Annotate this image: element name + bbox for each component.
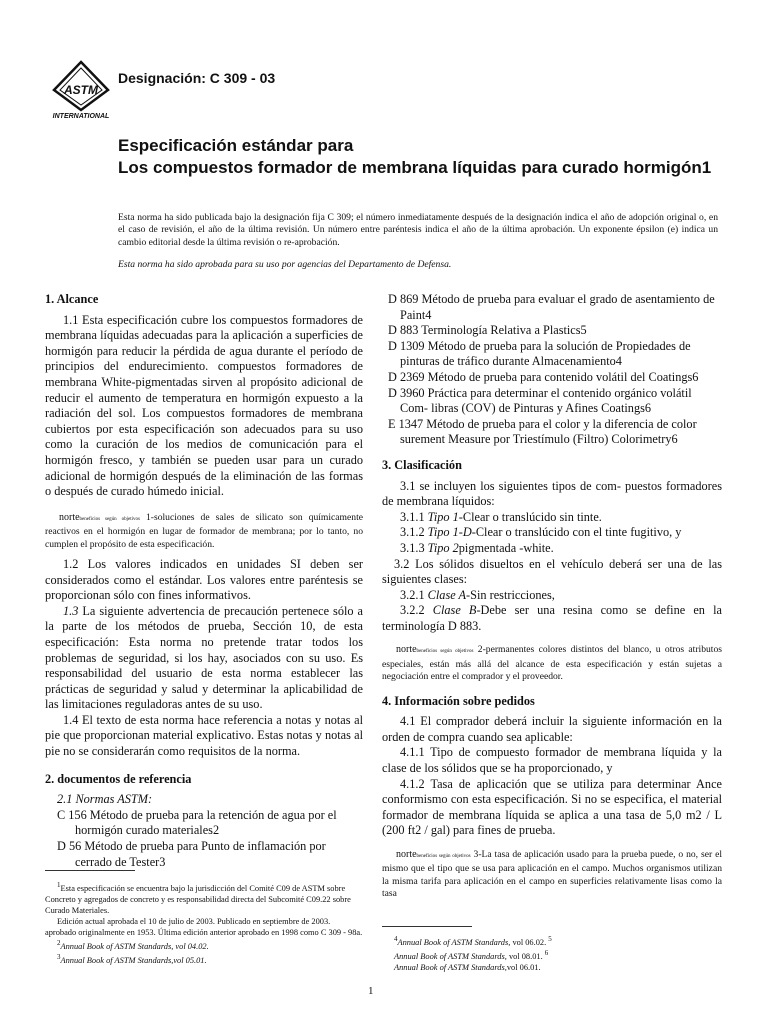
- reference-c156: C 156 Método de prueba para la retención de agua por el hormigón curado materiales2: [57, 807, 337, 838]
- right-column: [382, 292, 722, 901]
- title-line-2: Los compuestos formador de membrana líquidas para curado hormigón1: [118, 158, 712, 177]
- class-a: 3.2.1 Clase A-Sin restricciones,: [400, 587, 555, 602]
- footnote-rule-right: [382, 926, 472, 927]
- para-1-1: 1.1 Esta especificación cubre los compuestos formadores de membrana líquidas adecuadas para la aplicación a superficies de hormigón para reducir la pérdida de agua durante el período de principios del endurecimiento. compuestos formadores de membrana White-pigmentadas sirven al propósito adicional de reducir el aumento de temperatura en hormigón expuesto a la radiación del sol. Los compuestos formadores de membrana cubiertos por esta especificación son adecuados para su uso como la curación de los medios de comunicación para el hormigón fresco, y también se pueden usar para un curado adicional de hormigón después de la eliminación de las formas o después de curado húmedo inicial.: [45, 312, 363, 499]
- para-3-2: 3.2 Los sólidos disueltos en el vehículo deberá ser una de las siguientes clases:: [382, 556, 722, 587]
- approval-note: Esta norma ha sido aprobada para su uso por agencias del Departamento de Defensa.: [118, 259, 452, 270]
- page-number: 1: [368, 985, 374, 997]
- para-4-1-2: 4.1.2 Tasa de aplicación que se utiliza para determinar Ance conformismo con esta especificación. Si no se especifica, el material formador de membrana líquida se aplica a una tasa de 5,0 m2 / L (200 ft2 / gal) para fines de prueba.: [382, 776, 722, 838]
- astm-logo-icon: [50, 60, 112, 120]
- designation: Designación: C 309 - 03: [118, 70, 276, 86]
- section-2-heading: 2. documentos de referencia: [45, 771, 192, 786]
- section-4-heading: 4. Información sobre pedidos: [382, 693, 535, 708]
- footnote-6: Annual Book of ASTM Standards,vol 06.01.: [394, 962, 541, 972]
- left-column: [45, 292, 363, 870]
- type-1: 3.1.1 Tipo 1-Clear o translúcido sin tinte.: [400, 509, 602, 524]
- reference-d869: D 869 Método de prueba para evaluar el grado de asentamiento de Paint4: [388, 292, 715, 322]
- footnotes-right: [382, 934, 722, 973]
- footnote-rule-left: [45, 870, 135, 871]
- footnotes-left: [45, 880, 363, 965]
- section-1-heading: 1. Alcance: [45, 292, 99, 306]
- section-3-heading: 3. Clasificación: [382, 457, 462, 472]
- para-1-2: 1.2 Los valores indicados en unidades SI deben ser considerados como el estándar. Los valores entre paréntesis se proporcionan sólo con fines informativos.: [45, 556, 363, 603]
- reference-d3960: D 3960 Práctica para determinar el contenido orgánico volátil Com- libras (COV) de Pinturas y Afines Coatings6: [388, 385, 692, 416]
- footnote-3: $^3$Annual Book of ASTM Standards,vol 05.01.: [57, 952, 207, 965]
- intro-paragraph: Esta norma ha sido publicada bajo la designación fija C 309; el número inmediatamente después de la designación indica el año de adopción original o, en el caso de revisión, el año de la última revisión. Un número entre paréntesis indica el año de la última aprobación. Un exponente épsilon (e) indica un cambio editorial desde la última revisión o re-aprobación.: [118, 212, 718, 248]
- type-2: 3.1.3 Tipo 2pigmentada -white.: [400, 540, 554, 555]
- reference-d1309: D 1309 Método de prueba para la solución de Propiedades de pinturas de tráfico durante Almacenamiento4: [388, 338, 691, 369]
- reference-d56: D 56 Método de prueba para Punto de inflamación por cerrado de Tester3: [57, 839, 326, 869]
- para-1-4: 1.4 El texto de esta norma hace referencia a notas y notas al pie que proporcionan material explicativo. Estas notas y notas al pie no se considerarán como requisitos de la norma.: [45, 712, 363, 759]
- reference-d2369: D 2369 Método de prueba para contenido volátil del Coatings6: [388, 369, 699, 384]
- footnote-1: $^1$Esta especificación se encuentra bajo la jurisdicción del Comité C09 de ASTM sobre Concreto y agregados de concreto y es responsabilidad directa del Subcomité C09.22 sobre Curado Materiales.: [45, 881, 351, 915]
- para-1-3: 1.3 La siguiente advertencia de precaución pertenece sólo a la parte de los métodos de prueba, Sección 10, de esta especificación: Esta norma no pretende tratar todos los problemas de seguridad, si los hay, asociados con su uso. Es responsabilidad del usuario de esta norma establecer las prácticas de seguridad y salud y determinar la aplicabilidad de las limitaciones reguladoras antes de su uso.: [45, 603, 363, 712]
- logo-letters: ASTM: [64, 83, 98, 97]
- type-1-d: 3.1.2 Tipo 1-D-Clear o translúcido con el tinte fugitivo, y: [400, 525, 682, 540]
- logo-word: INTERNATIONAL: [52, 113, 110, 120]
- para-4-1-1: 4.1.1 Tipo de compuesto formador de membrana líquida y la clase de los sólidos que se ha proporcionado, y: [382, 745, 722, 776]
- class-b: 3.2.2 Clase B-Debe ser una resina como se define en la terminología D 883.: [382, 603, 722, 633]
- reference-d883: D 883 Terminología Relativa a Plastics5: [388, 323, 587, 338]
- note-2: nortebeneficios según objetivos 2-permanentes colores distintos del blanco, u otros atributos especiales, están más allá del alcance de esta especificación y están sujetas a negociación entre el comprador y el proveedor.: [382, 644, 722, 683]
- para-4-1: 4.1 El comprador deberá incluir la siguiente información en la orden de compra cuando sea aplicable:: [382, 714, 722, 744]
- note-3: nortebeneficios según objetivos 3-La tasa de aplicación usado para la prueba puede, o no, ser el mismo que el tipo que se usa para aplicación en el campo. Muchos organismos utilizan la misma tarifa para aplicación en el campo en superficies relativamente lisas como la tasa: [382, 849, 722, 900]
- subsection-2-1: 2.1 Normas ASTM:: [57, 792, 153, 807]
- footnote-4: $^4$Annual Book of ASTM Standards, vol 06.02. $^5$: [394, 935, 552, 947]
- title-line-1: Especificación estándar para: [118, 136, 354, 155]
- footnote-edition: Edición actual aprobada el 10 de julio de 2003. Publicado en septiembre de 2003. aprobado originalmente en 1953. Última edición anterior aprobado en 1998 como C 309 - 98a.: [45, 916, 363, 937]
- footnote-2: $^2$Annual Book of ASTM Standards, vol 04.02.: [57, 938, 209, 951]
- reference-e1347: E 1347 Método de prueba para el color y la diferencia de color surement Measure por Triestímulo (Filtro) Colorimetry6: [388, 416, 697, 447]
- note-1: nortebeneficios según objetivos 1-soluciones de sales de silicato son químicamente reactivos en el hormigón en lugar de formador de membrana; por lo tanto, no cumplen el propósito de esta especificación.: [45, 511, 363, 550]
- footnote-5: Annual Book of ASTM Standards, vol 08.01. $^6$: [394, 948, 549, 961]
- para-3-1: 3.1 se incluyen los siguientes tipos de com- puestos formadores de membrana líquidos:: [382, 478, 722, 509]
